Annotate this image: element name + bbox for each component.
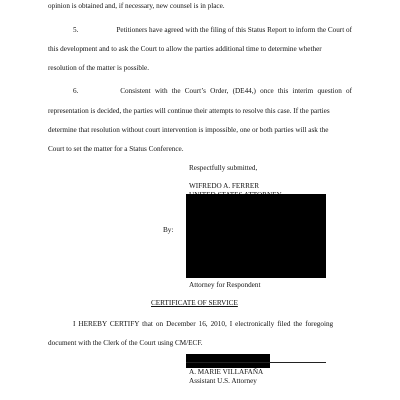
paragraph-6-line-3: determine that resolution without court intervention is impossible, one or both parties will ask the: [48, 126, 329, 134]
paragraph-6-text: Consistent with the Court’s Order, (DE44,) once this interim question of: [120, 87, 352, 95]
certificate-signer-name-partial: A. MARIE VILLAFAÑA: [189, 368, 264, 376]
certificate-heading: CERTIFICATE OF SERVICE: [151, 299, 238, 307]
redaction-block: [186, 194, 326, 278]
attorney-role: Attorney for Respondent: [189, 281, 261, 289]
paragraph-6-line-4: Court to set the matter for a Status Conference.: [48, 145, 184, 153]
certificate-redaction: [186, 354, 270, 368]
paragraph-5-text: Petitioners have agreed with the filing of this Status Report to inform the Court of: [116, 26, 352, 34]
closing-text: Respectfully submitted,: [189, 164, 258, 172]
signer-name: WIFREDO A. FERRER: [189, 182, 260, 190]
paragraph-continuation: opinion is obtained and, if necessary, new counsel is in place.: [48, 2, 225, 10]
by-label: By:: [163, 226, 174, 234]
paragraph-5-line-1: [73, 26, 352, 35]
paragraph-5-line-2: this development and to ask the Court to allow the parties additional time to determine whether: [48, 45, 322, 53]
signature-line: [186, 362, 326, 363]
certificate-line-1: I HEREBY CERTIFY that on December 16, 2010, I electronically filed the foregoing: [73, 320, 334, 328]
paragraph-6-line-2: representation is decided, the parties will continue their attempts to resolve this case. If the parties: [48, 107, 330, 115]
certificate-signer-title: Assistant U.S. Attorney: [189, 377, 257, 385]
paragraph-6-line-1: [73, 87, 352, 96]
paragraph-6-number: 6.: [73, 87, 79, 95]
paragraph-5-line-3: resolution of the matter is possible.: [48, 64, 150, 72]
paragraph-5-number: 5.: [73, 26, 79, 34]
certificate-line-2: document with the Clerk of the Court using CM/ECF.: [48, 339, 203, 347]
